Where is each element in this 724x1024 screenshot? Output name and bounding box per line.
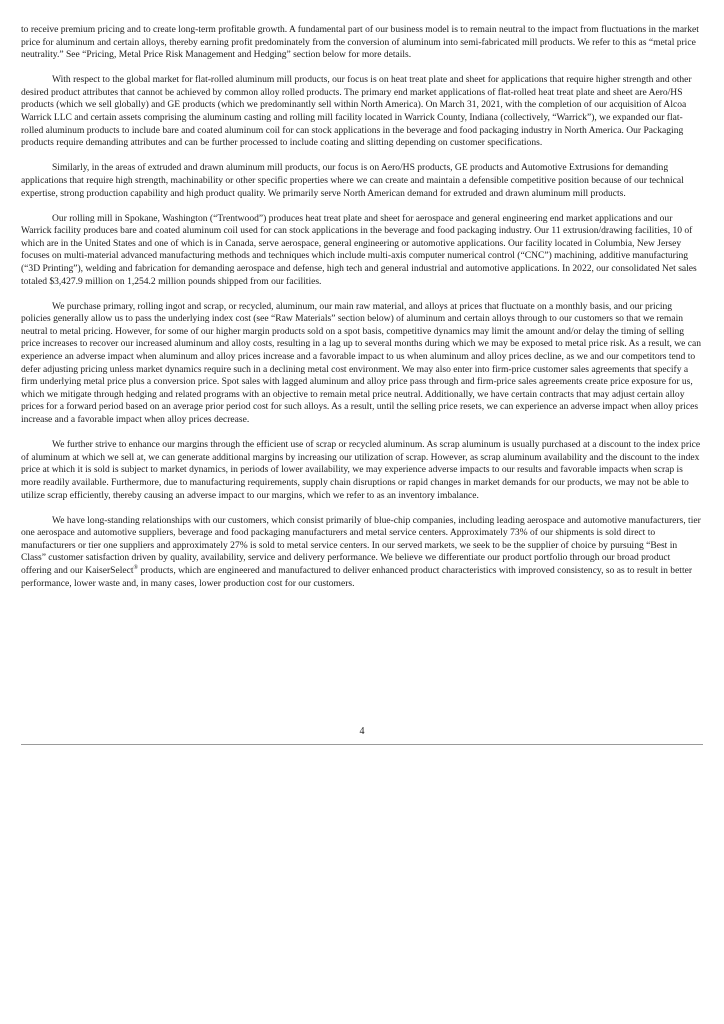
page-divider bbox=[21, 744, 703, 745]
paragraph-extruded: Similarly, in the areas of extruded and drawn aluminum mill products, our focus is on Aero/HS products, GE products and Automotive Extrusions for demanding applications that require high strength, machinability or other specific properties where we can create and maintain a defensible competitive position because of our technical expertise, strong production capability and high product quality. We primarily serve North American demand for extruded and drawn aluminum mill products. bbox=[21, 162, 684, 199]
page-number: 4 bbox=[359, 726, 365, 737]
customers-text-start: We have long-standing relationships with our customers, which consist primarily of blue-chip companies, including leading aerospace and automotive manufacturers, tier one aerospace and automotive suppliers, beverage and food packaging manufacturers and metal service centers. Approximately 73% of our shipments is sold direct to manufacturers or tier one suppliers and approximately 27% is sold to metal service centers. In our served markets, we seek to be the supplier of choice by pursuing “Best in Class” customer satisfaction driven by quality, availability, service and delivery performance. We believe we differentiate our product portfolio through our broad product offering and our KaiserSelect bbox=[21, 514, 701, 576]
paragraph-customers bbox=[21, 515, 703, 591]
paragraph-facilities: Our rolling mill in Spokane, Washington (“Trentwood”) produces heat treat plate and sheet for aerospace and general engineering end market applications and our Warrick facility produces bare and coated aluminum coil used for can stock applications in the beverage and food packaging industry. Our 11 extrusion/drawing facilities, 10 of which are in the United States and one of which is in Canada, serve aerospace, general engineering or automotive applications. Our facility located in Columbia, New Jersey focuses on multi-material advanced manufacturing methods and techniques which include multi-axis computer numerical control (“CNC”) machining, additive manufacturing (“3D Printing”), welding and fabrication for demanding aerospace and defense, high tech and general industrial and automotive applications. In 2022, our consolidated Net sales totaled $3,427.9 million on 1,254.2 million pounds shipped from our facilities. bbox=[21, 212, 697, 287]
paragraph-scrap: We further strive to enhance our margins through the efficient use of scrap or recycled aluminum. As scrap aluminum is usually purchased at a discount to the index price of aluminum at which we sell at, we can generate additional margins by increasing our utilization of scrap. However, as scrap aluminum availability and the discount to the index price at which it is sold is subject to market dynamics, in periods of lower availability, we may experience adverse impacts to our results and favorable impacts when scrap is more readily available. Furthermore, due to manufacturing requirements, supply chain disruptions or rapid changes in market demands for our products, we may not be able to utilize scrap efficiently, thereby causing an adverse impact to our margins, which we refer to as an inventory imbalance. bbox=[21, 439, 701, 501]
document-page bbox=[21, 24, 703, 603]
customers-text-end: products, which are engineered and manufactured to deliver enhanced product characteristics with improved consistency, so as to result in better performance, lower waste and, in many cases, lower production cost for our customers. bbox=[21, 564, 693, 589]
paragraph-flat-rolled: With respect to the global market for flat-rolled aluminum mill products, our focus is on heat treat plate and sheet for applications that require higher strength and other desired product attributes that cannot be achieved by common alloy rolled products. The primary end market applications of flat-rolled heat treat plate and sheet are Aero/HS products (which we sell globally) and GE products (which we predominantly sell within North America). On March 31, 2021, with the completion of our acquisition of Alcoa Warrick LLC and certain assets comprising the aluminum casting and rolling mill facility located in Warrick County, Indiana (collectively, “Warrick”), we expanded our flat-rolled aluminum products to include bare and coated aluminum coil for can stock applications in the beverage and food packaging industry in North America. Our Packaging products require demanding attributes and can be further processed to include coating and slitting depending on customer specifications. bbox=[21, 74, 692, 149]
paragraph-purchasing: We purchase primary, rolling ingot and scrap, or recycled, aluminum, our main raw material, and alloys at prices that fluctuate on a monthly basis, and our pricing policies generally allow us to pass the underlying index cost (see “Raw Materials” section below) of aluminum and certain alloys through to our customers so that we remain neutral to metal pricing. However, for some of our higher margin products sold on a spot basis, competitive dynamics may limit the amount and/or delay the timing of selling price increases to recover our increased aluminum and alloy costs, resulting in a lag up to several months during which we may be exposed to metal price risk. As a result, we can experience an adverse impact when aluminum and alloy prices increase and a favorable impact to us when aluminum and alloy prices decline, as we and our competitors tend to defer adjusting pricing unless market dynamics require such in a declining metal cost environment. We may also enter into firm-price customer sales agreements that specify a firm underlying metal price plus a conversion price. Spot sales with lagged aluminum and alloy price pass through and firm-price sales agreements create price exposure for us, which we mitigate through hedging and related programs with an objective to remain metal price neutral. Additionally, we have certain contracts that may adjust certain alloy prices for a forward period based on an average prior period cost for such alloys. As a result, until the selling price resets, we can experience an adverse impact when alloy prices increase and a favorable impact when alloy prices decrease. bbox=[21, 300, 702, 426]
paragraph-continuation: to receive premium pricing and to create long-term profitable growth. A fundamental part of our business model is to remain neutral to the impact from fluctuations in the market price for aluminum and certain alloys, thereby earning profit predominately from the conversion of aluminum into semi-fabricated mill products. We refer to this as “metal price neutrality.” See “Pricing, Metal Price Risk Management and Hedging” section below for more details. bbox=[21, 24, 699, 61]
registered-mark: ® bbox=[133, 564, 139, 571]
